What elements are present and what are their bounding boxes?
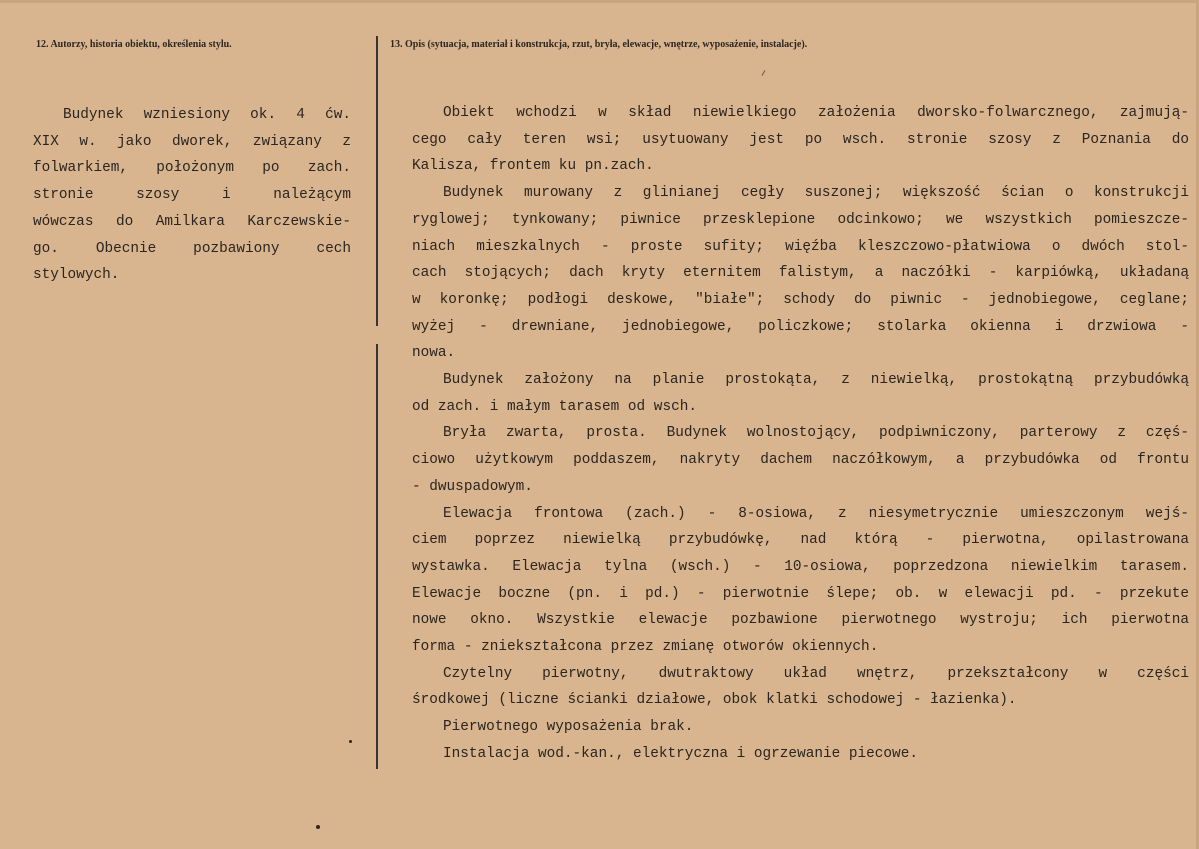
description-line: Instalacja wod.-kan., elektryczna i ogrzewanie piecowe.	[443, 745, 918, 762]
history-text	[33, 102, 351, 289]
description-line: forma - zniekształcona przez zmianę otworów okiennych.	[412, 639, 879, 656]
description-line: cach stojących; dach kryty eternitem falistym, a naczółki - karpiówką, układaną	[412, 265, 1189, 282]
description-line: Elewacja frontowa (zach.) - 8-osiowa, z niesymetrycznie umieszczonym wejś-	[443, 505, 1189, 522]
description-line: niach mieszkalnych - proste sufity; więźba kleszczowo-płatwiowa o dwóch stol-	[412, 238, 1189, 255]
pencil-mark	[762, 70, 766, 76]
description-line: Pierwotnego wyposażenia brak.	[443, 719, 694, 736]
description-line: od zach. i małym tarasem od wsch.	[412, 398, 697, 415]
history-line: go. Obecnie pozbawiony cech	[33, 240, 351, 257]
card-top-edge	[0, 0, 1199, 3]
description-line: ciem poprzez niewielką przybudówkę, nad którą - pierwotna, opilastrowana	[412, 532, 1189, 549]
description-line: ryglowej; tynkowany; piwnice przesklepione odcinkowo; we wszystkich pomieszcze-	[412, 211, 1189, 228]
description-line: nowe okno. Wszystkie elewacje pozbawione pierwotnego wystroju; ich pierwotna	[412, 612, 1189, 629]
divider-gap	[375, 326, 379, 344]
description-line: środkowej (liczne ścianki działowe, obok klatki schodowej - łazienka).	[412, 692, 1017, 709]
history-line: XIX w. jako dworek, związany z	[33, 133, 351, 150]
description-line: wystawka. Elewacja tylna (wsch.) - 10-osiowa, poprzedzona niewielkim tarasem.	[412, 558, 1189, 575]
history-line: wówczas do Amilkara Karczewskie-	[33, 213, 351, 230]
description-line: w koronkę; podłogi deskowe, "białe"; schody do piwnic - jednobiegowe, ceglane;	[412, 291, 1189, 308]
section-12-header: 12. Autorzy, historia obiektu, określenia stylu.	[36, 39, 232, 50]
description-line: Budynek założony na planie prostokąta, z niewielką, prostokątną przybudówką	[443, 372, 1189, 389]
history-line: folwarkiem, położonym po zach.	[33, 160, 351, 177]
description-text	[412, 100, 1189, 768]
description-line: nowa.	[412, 345, 456, 362]
description-line: - dwuspadowym.	[412, 478, 533, 495]
column-divider	[376, 36, 378, 769]
description-line: ciowo użytkowym poddaszem, nakryty dachem naczółkowym, a przybudówka od frontu	[412, 452, 1189, 469]
description-line: Bryła zwarta, prosta. Budynek wolnostojący, podpiwniczony, parterowy z częś-	[443, 425, 1189, 442]
description-line: cego cały teren wsi; usytuowany jest po wsch. stronie szosy z Poznania do	[412, 131, 1189, 148]
description-line: Czytelny pierwotny, dwutraktowy układ wnętrz, przekształcony w części	[443, 665, 1189, 682]
description-line: Elewacje boczne (pn. i pd.) - pierwotnie ślepe; ob. w elewacji pd. - przekute	[412, 585, 1189, 602]
description-line: Kalisza, frontem ku pn.zach.	[412, 158, 654, 175]
description-line: Budynek murowany z glinianej cegły suszonej; większość ścian o konstrukcji	[443, 185, 1189, 202]
description-line: wyżej - drewniane, jednobiegowe, policzkowe; stolarka okienna i drzwiowa -	[412, 318, 1189, 335]
description-line: Obiekt wchodzi w skład niewielkiego założenia dworsko-folwarcznego, zajmują-	[443, 105, 1189, 121]
history-line: stylowych.	[33, 267, 120, 284]
history-line: stronie szosy i należącym	[33, 187, 351, 204]
ink-dot	[349, 740, 352, 743]
section-13-header: 13. Opis (sytuacja, materiał i konstrukcja, rzut, bryła, elewacje, wnętrze, wyposażenie, instalacje).	[390, 39, 808, 50]
ink-dot	[316, 825, 320, 829]
history-line: Budynek wzniesiony ok. 4 ćw.	[63, 107, 351, 123]
